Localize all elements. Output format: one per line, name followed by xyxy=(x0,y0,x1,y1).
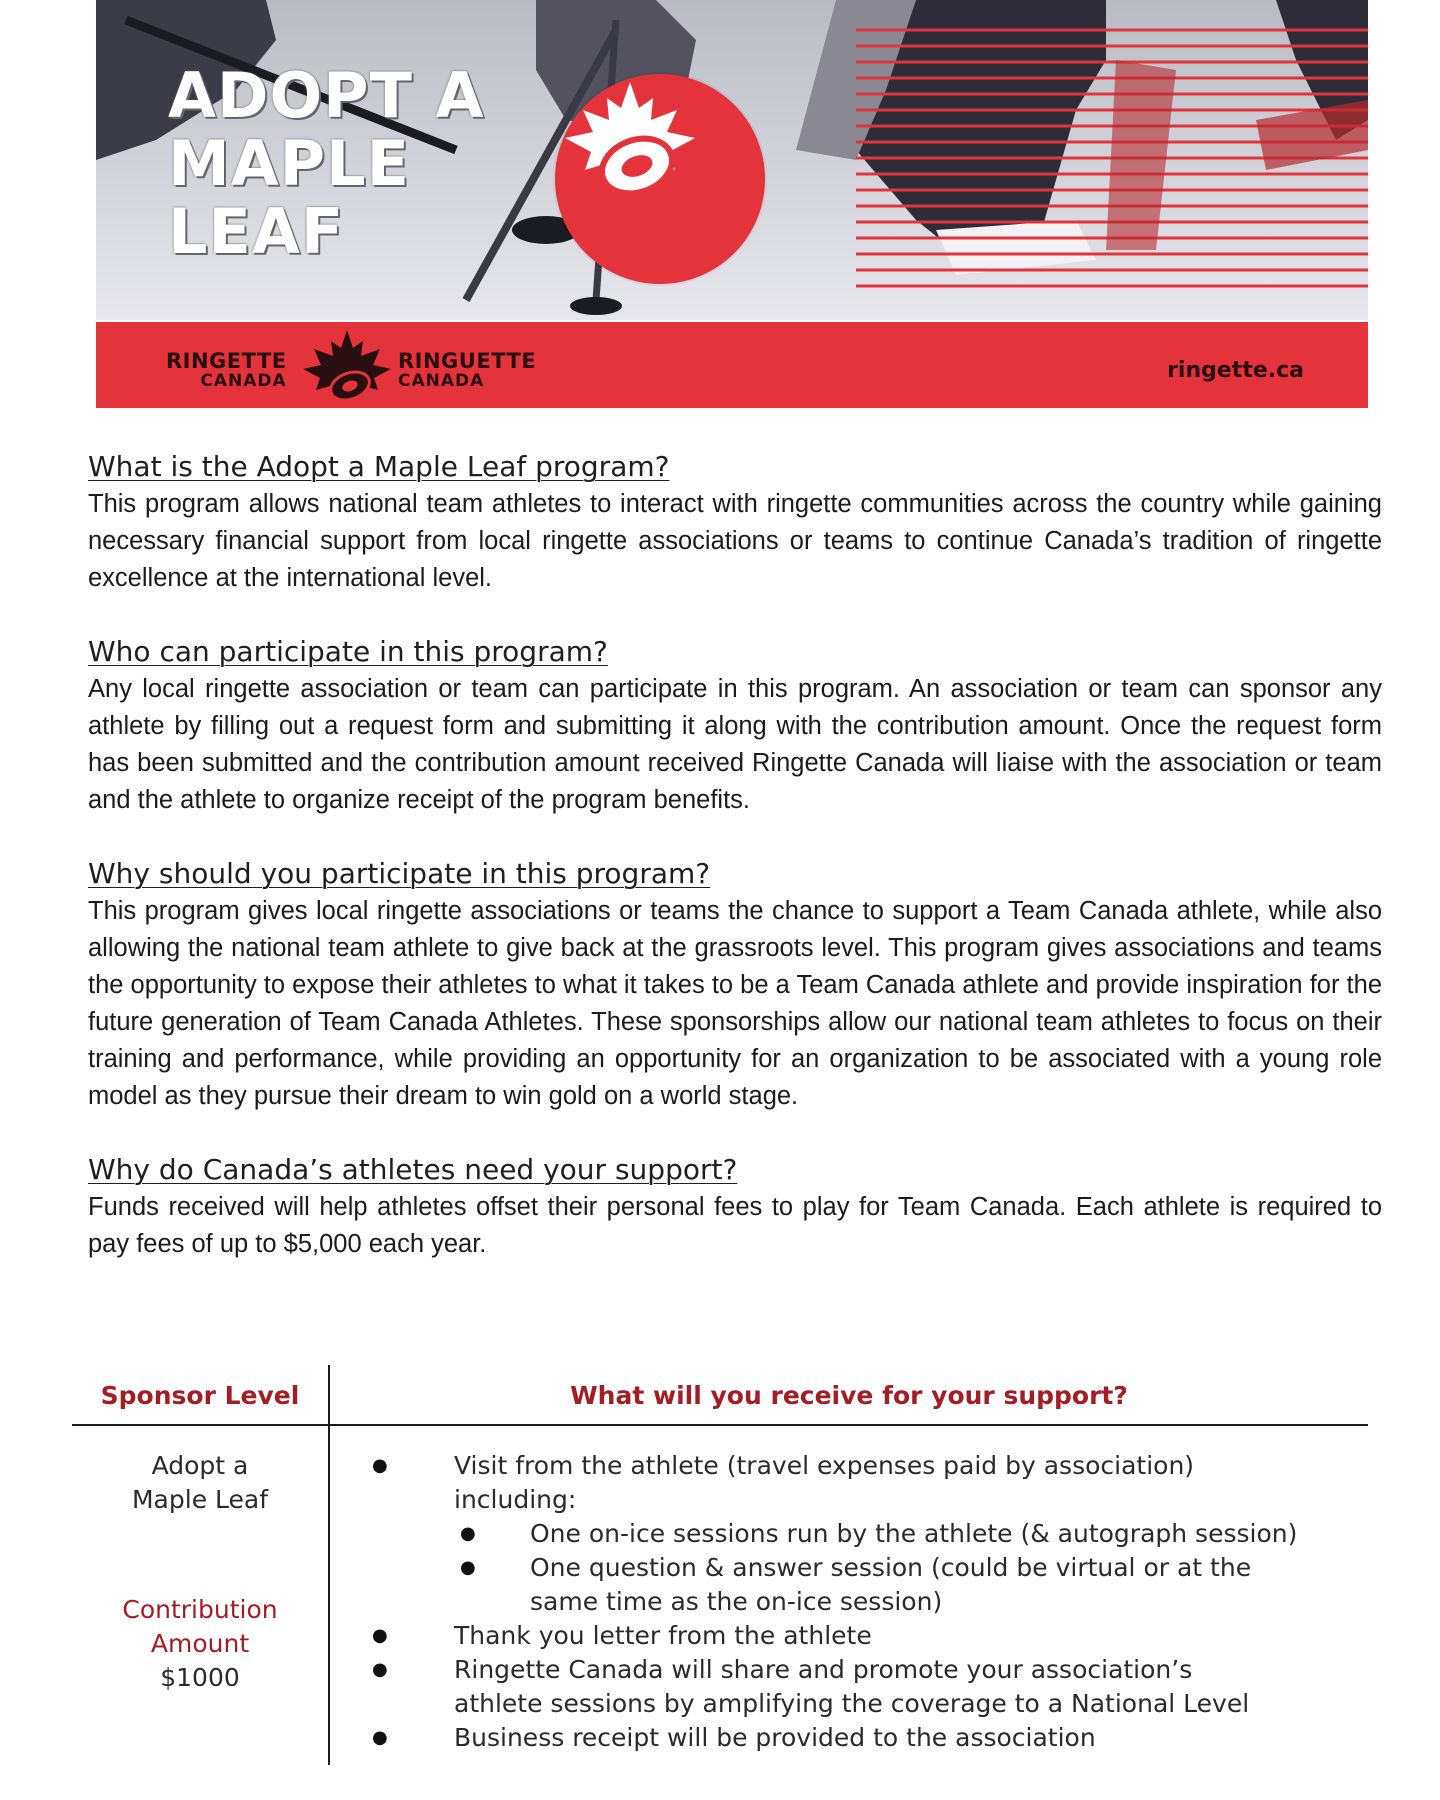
section-why-participate xyxy=(88,857,1382,1115)
banner-headline xyxy=(168,59,485,268)
benefit-receipt: ● Business receipt will be provided to the association xyxy=(454,1723,1096,1752)
benefit-sub-list xyxy=(454,1517,1362,1619)
section-question: Who can participate in this program? xyxy=(88,635,608,668)
sponsor-table xyxy=(72,1365,1368,1765)
level-name-line-1: Adopt a xyxy=(151,1451,249,1480)
header-benefits: What will you receive for your support? xyxy=(570,1381,1128,1410)
list-item xyxy=(454,1551,1362,1619)
list-item xyxy=(372,1653,1362,1721)
program-description xyxy=(88,450,1382,1301)
benefits-list xyxy=(372,1449,1362,1755)
section-who-can-participate xyxy=(88,635,1382,819)
section-what-is-program xyxy=(88,450,1382,597)
list-item xyxy=(372,1721,1362,1755)
logo-text-french xyxy=(398,351,536,390)
contribution-amount: $1000 xyxy=(160,1663,240,1692)
maple-leaf-logo-icon xyxy=(302,328,392,406)
section-answer: This program gives local ringette associations or teams the chance to support a Team Canada athlete, while also allowing the national team athlete to give back at the grassroots level. This program gives associations and teams the opportunity to expose their athletes to what it takes to be a Team Canada athlete and provide inspiration for the future generation of Team Canada Athletes. These sponsorships allow our national team athletes to focus on their training and performance, while providing an opportunity for an organization to be associated with a young role model as they pursue their dream to win gold on a world stage. xyxy=(88,897,1382,1110)
list-item xyxy=(454,1517,1362,1551)
logo-fr-line-2: CANADA xyxy=(398,371,485,391)
contribution-label-line-2: Amount xyxy=(150,1629,250,1658)
section-question: Why should you participate in this program? xyxy=(88,857,711,890)
benefit-visit-line-1: ● Visit from the athlete (travel expenses paid by association) xyxy=(454,1451,1195,1480)
logo-text-english xyxy=(166,351,287,390)
logo-en-line-2: CANADA xyxy=(200,371,287,391)
benefit-thank-you: ● Thank you letter from the athlete xyxy=(454,1621,872,1650)
contribution-label-line-1: Contribution xyxy=(122,1595,278,1624)
benefit-promote-line-2: athlete sessions by amplifying the coverage to a National Level xyxy=(454,1689,1250,1718)
maple-leaf-ring-emblem-icon xyxy=(555,74,765,284)
headline-line-3: LEAF xyxy=(168,195,345,268)
level-name-line-2: Maple Leaf xyxy=(131,1485,269,1514)
headline-line-1: ADOPT A xyxy=(168,59,485,132)
benefit-visit-line-2: including: xyxy=(454,1485,577,1514)
section-answer: Any local ringette association or team can participate in this program. An association or team can sponsor any athlete by filling out a request form and submitting it along with the contribution amount. Once the request form has been submitted and the contribution amount received Ringette Canada will liaise with the association or team and the athlete to organize receipt of the program benefits. xyxy=(88,675,1382,814)
table-header-divider xyxy=(72,1424,1368,1426)
logo-en-line-1: RINGETTE xyxy=(166,349,287,373)
section-question: What is the Adopt a Maple Leaf program? xyxy=(88,450,670,483)
hero-photo xyxy=(96,0,1368,320)
section-answer: Funds received will help athletes offset their personal fees to play for Team Canada. Each athlete is required to pay fees of up to $5,000 each year. xyxy=(88,1193,1382,1258)
benefit-qa-line-2: same time as the on-ice session) xyxy=(530,1587,943,1616)
benefit-on-ice-session: ● One on-ice sessions run by the athlete (& autograph session) xyxy=(530,1519,1298,1548)
sponsor-level-cell xyxy=(72,1449,328,1695)
benefit-promote-line-1: ● Ringette Canada will share and promote your association’s xyxy=(454,1655,1193,1684)
section-question: Why do Canada’s athletes need your support? xyxy=(88,1153,738,1186)
section-answer: This program allows national team athletes to interact with ringette communities across the country while gaining necessary financial support from local ringette associations or teams to continue Canada’s tradition of ringette excellence at the international level. xyxy=(88,490,1382,592)
benefit-qa-line-1: ● One question & answer session (could be virtual or at the xyxy=(530,1553,1252,1582)
logo-fr-line-1: RINGUETTE xyxy=(398,349,537,373)
header-sponsor-level: Sponsor Level xyxy=(100,1381,300,1410)
section-why-support xyxy=(88,1153,1382,1263)
header-banner xyxy=(96,0,1368,408)
website-link[interactable]: ringette.ca xyxy=(1167,358,1304,383)
list-item xyxy=(372,1619,1362,1653)
list-item xyxy=(372,1449,1362,1619)
headline-line-2: MAPLE xyxy=(168,127,410,200)
